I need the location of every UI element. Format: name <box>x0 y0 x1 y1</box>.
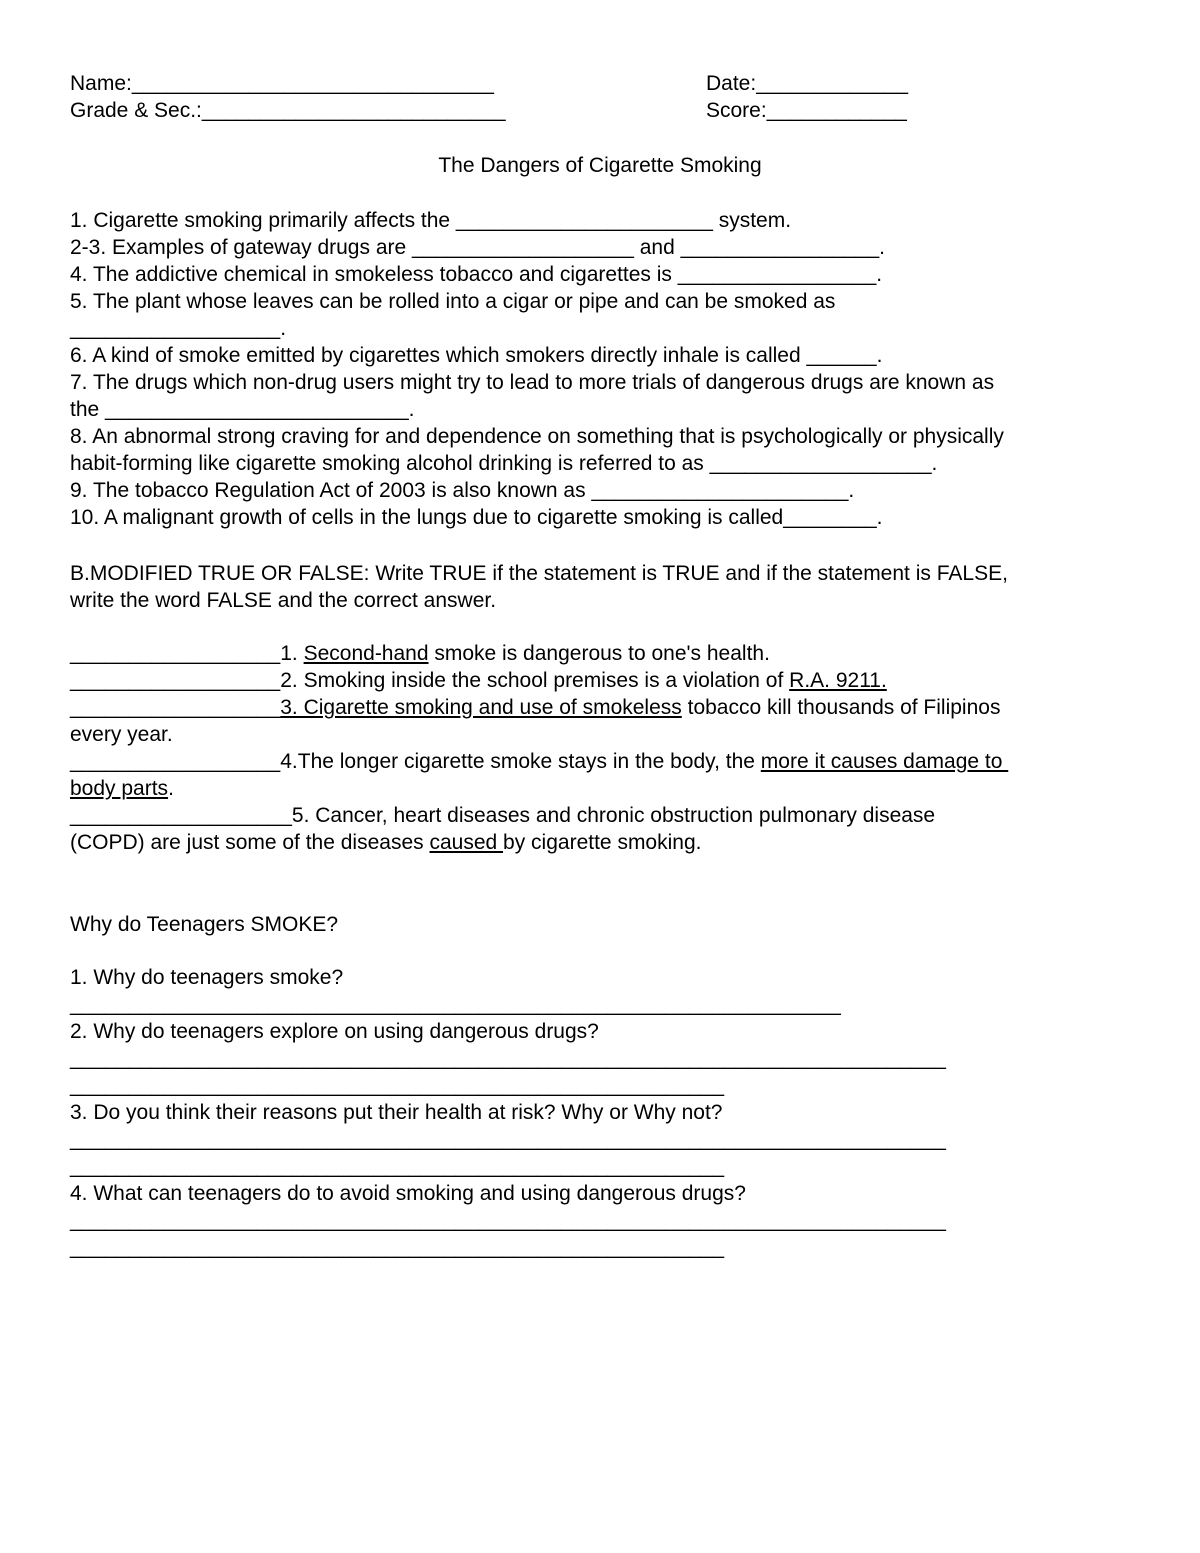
worksheet-title: The Dangers of Cigarette Smoking <box>438 154 762 177</box>
answer-line[interactable]: ________________________________________________________ <box>70 1236 725 1259</box>
answer-line[interactable]: ___________________________________________________________________________ <box>70 1047 946 1070</box>
answer-line[interactable]: ___________________________________________________________________________ <box>70 1128 946 1151</box>
question-9: 9. The tobacco Regulation Act of 2003 is also known as ______________________. <box>70 479 855 502</box>
answer-line[interactable]: ________________________________________________________ <box>70 1074 725 1097</box>
answer-blank[interactable]: __________________ <box>70 642 281 665</box>
question-4: 4. The addictive chemical in smokeless tobacco and cigarettes is _________________. <box>70 263 883 286</box>
essay-question-1: 1. Why do teenagers smoke? <box>70 966 344 989</box>
answer-blank[interactable]: __________________ <box>70 669 281 692</box>
question-6: 6. A kind of smoke emitted by cigarettes which smokers directly inhale is called ______. <box>70 344 883 367</box>
date-field[interactable]: Date:_____________ <box>706 72 909 95</box>
answer-line[interactable]: __________________________________________________________________ <box>70 993 841 1016</box>
part-c-heading: Why do Teenagers SMOKE? <box>70 913 339 936</box>
tf-item-3: __________________3. Cigarette smoking and use of smokeless tobacco kill thousands of Filipinos <box>70 696 1001 719</box>
tf-item-5: ___________________5. Cancer, heart diseases and chronic obstruction pulmonary disease <box>70 804 936 827</box>
question-7: 7. The drugs which non-drug users might try to lead to more trials of dangerous drugs are known as <box>70 371 995 394</box>
tf-item-3-cont: every year. <box>70 723 173 746</box>
part-b-instructions-cont: write the word FALSE and the correct answer. <box>70 589 497 612</box>
question-10: 10. A malignant growth of cells in the lungs due to cigarette smoking is called________. <box>70 506 883 529</box>
question-5-blank: __________________. <box>70 317 287 340</box>
essay-question-4: 4. What can teenagers do to avoid smoking and using dangerous drugs? <box>70 1182 746 1205</box>
question-8: 8. An abnormal strong craving for and dependence on something that is psychologically or physically <box>70 425 1004 448</box>
tf-item-2: __________________2. Smoking inside the school premises is a violation of R.A. 9211. <box>70 669 887 692</box>
tf-item-5-cont: (COPD) are just some of the diseases caused by cigarette smoking. <box>70 831 702 854</box>
answer-blank[interactable]: ___________________ <box>70 804 292 827</box>
answer-line[interactable]: ___________________________________________________________________________ <box>70 1209 946 1232</box>
question-5: 5. The plant whose leaves can be rolled into a cigar or pipe and can be smoked as <box>70 290 836 313</box>
answer-line[interactable]: ________________________________________________________ <box>70 1155 725 1178</box>
question-8-blank: habit-forming like cigarette smoking alcohol drinking is referred to as ___________________. <box>70 452 938 475</box>
answer-blank[interactable]: __________________ <box>70 750 281 773</box>
grade-section-field[interactable]: Grade & Sec.:__________________________ <box>70 99 506 122</box>
essay-question-3: 3. Do you think their reasons put their health at risk? Why or Why not? <box>70 1101 723 1124</box>
question-2-3: 2-3. Examples of gateway drugs are ___________________ and _________________. <box>70 236 886 259</box>
name-field[interactable]: Name:_______________________________ <box>70 72 494 95</box>
answer-blank[interactable]: __________________ <box>70 696 281 719</box>
question-1: 1. Cigarette smoking primarily affects the ______________________ system. <box>70 209 792 232</box>
question-7-blank: the __________________________. <box>70 398 415 421</box>
essay-question-2: 2. Why do teenagers explore on using dangerous drugs? <box>70 1020 599 1043</box>
tf-item-4-cont: body parts. <box>70 777 174 800</box>
tf-item-4: __________________4.The longer cigarette smoke stays in the body, the more it causes damage to <box>70 750 1009 773</box>
score-field[interactable]: Score:____________ <box>706 99 907 122</box>
tf-item-1: __________________1. Second-hand smoke is dangerous to one's health. <box>70 642 770 665</box>
part-b-instructions: B.MODIFIED TRUE OR FALSE: Write TRUE if the statement is TRUE and if the statement is FALSE, <box>70 562 1008 585</box>
